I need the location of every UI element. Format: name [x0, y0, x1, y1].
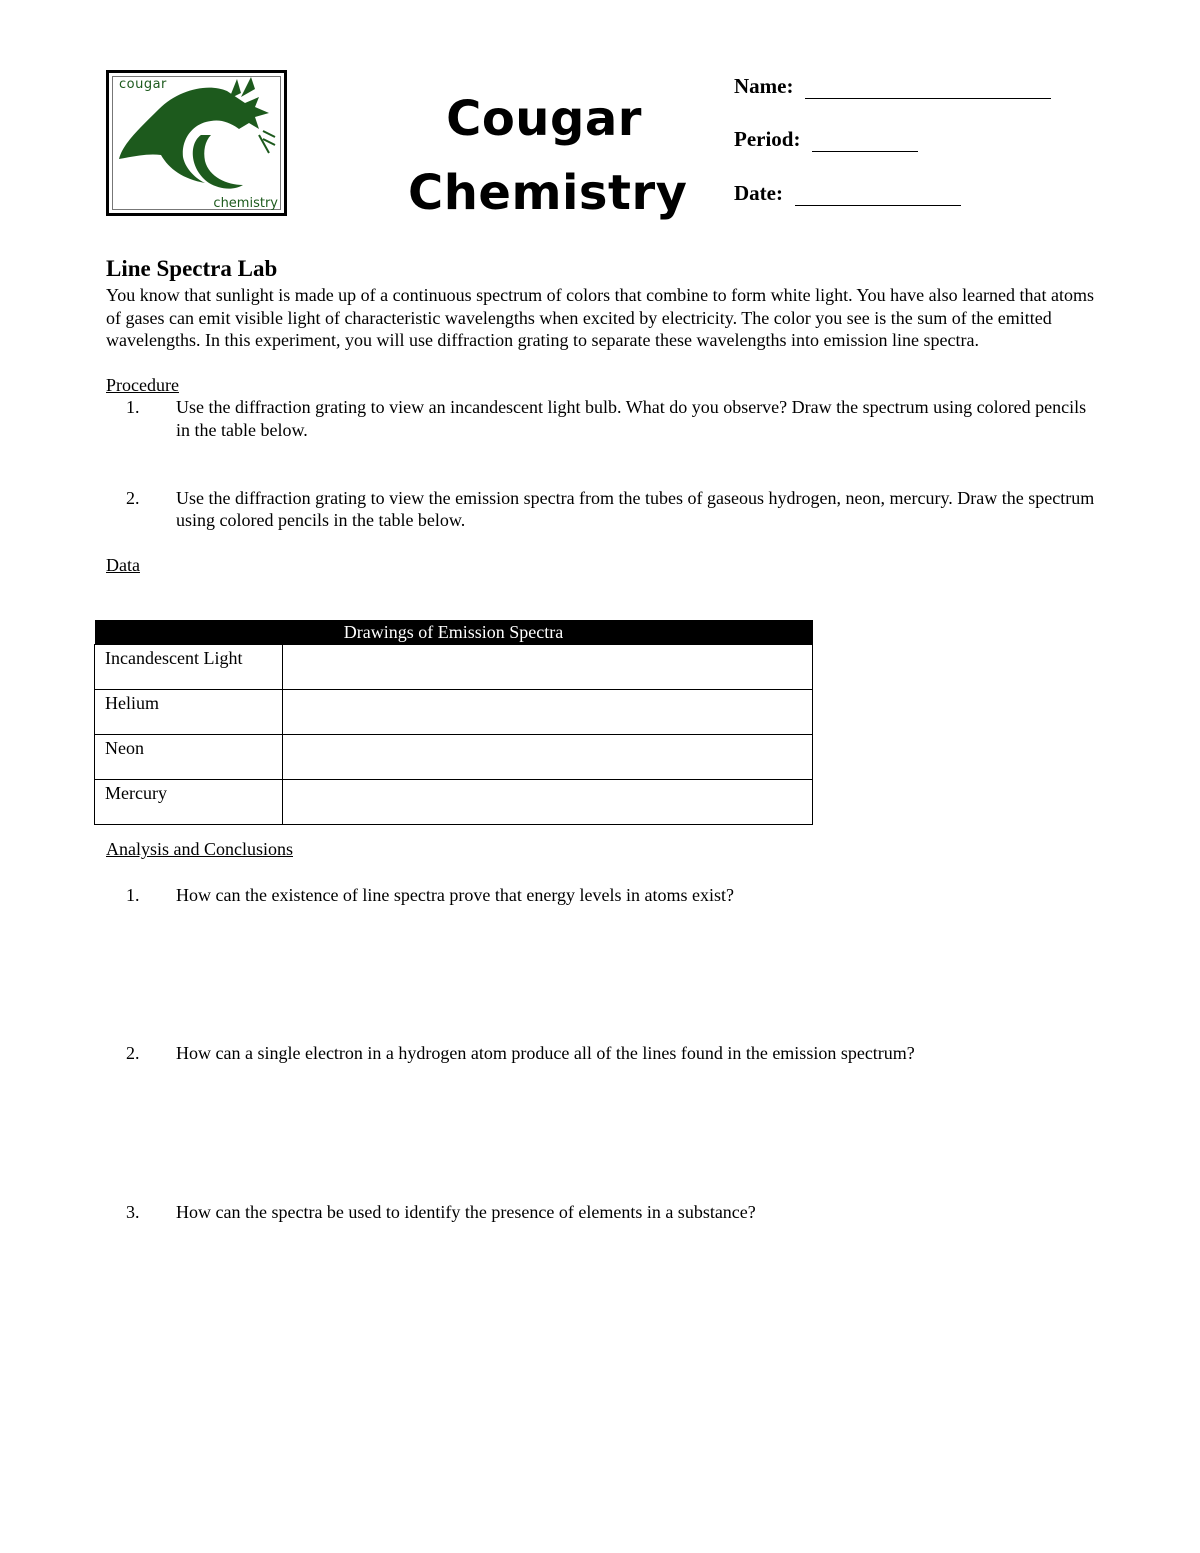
question-text: How can the spectra be used to identify the presence of elements in a substance? [176, 1202, 756, 1222]
drawing-cell[interactable] [283, 735, 813, 780]
logo-word-top: cougar [119, 77, 167, 92]
brand-line-2: Chemistry [408, 165, 688, 221]
drawing-cell[interactable] [283, 780, 813, 825]
question-number: 2. [126, 1043, 140, 1063]
row-label: Incandescent Light [95, 645, 283, 690]
intro-paragraph: You know that sunlight is made up of a continuous spectrum of colors that combine to form white light. You have also learned that atoms of gases can emit visible light of characteristic wavelengths when excited by electricity. The color you see is the sum of the emitted wavelengths. In this experiment, you will use diffraction grating to separate these wavelengths into emission line spectra. [106, 285, 1095, 351]
step-number: 2. [126, 487, 140, 508]
brand-title [408, 82, 688, 230]
procedure-step [106, 487, 1096, 532]
data-heading: Data [106, 554, 140, 575]
drawing-cell[interactable] [283, 690, 813, 735]
procedure-step-text: Use the diffraction grating to view an incandescent light bulb. What do you observe? Draw the spectrum using colored pencils in the table below. [176, 397, 1087, 440]
cougar-logo-icon [109, 73, 284, 213]
name-label: Name: [734, 74, 794, 98]
table-row [95, 690, 813, 735]
period-label: Period: [734, 127, 801, 151]
analysis-question [106, 1042, 1096, 1065]
drawing-cell[interactable] [283, 645, 813, 690]
step-number: 1. [126, 397, 140, 418]
brand-line-1: Cougar [446, 91, 642, 147]
emission-spectra-table [94, 620, 813, 825]
procedure-step-text: Use the diffraction grating to view the emission spectra from the tubes of gaseous hydrogen, neon, mercury. Draw the spectrum using colored pencils in the table below. [176, 487, 1095, 531]
date-blank-line[interactable] [795, 187, 961, 206]
row-label: Helium [95, 690, 283, 735]
table-row [95, 735, 813, 780]
cougar-chemistry-logo [106, 70, 287, 216]
logo-word-bottom: chemistry [213, 196, 278, 211]
procedure-step [106, 396, 1096, 441]
analysis-heading: Analysis and Conclusions [106, 839, 293, 859]
lab-content [106, 254, 1096, 576]
row-label: Neon [95, 735, 283, 780]
name-field [734, 74, 1051, 99]
analysis-question [106, 1201, 1096, 1224]
question-text: How can a single electron in a hydrogen atom produce all of the lines found in the emission spectrum? [176, 1043, 915, 1063]
page-title: Line Spectra Lab [106, 256, 278, 281]
date-label: Date: [734, 181, 783, 205]
table-row [95, 645, 813, 690]
procedure-heading: Procedure [106, 374, 179, 395]
question-text: How can the existence of line spectra prove that energy levels in atoms exist? [176, 885, 734, 905]
row-label: Mercury [95, 780, 283, 825]
date-field [734, 181, 961, 206]
table-row [95, 780, 813, 825]
period-field [734, 127, 918, 152]
procedure-list [106, 396, 1096, 531]
period-blank-line[interactable] [812, 133, 918, 152]
name-blank-line[interactable] [805, 80, 1051, 99]
question-number: 3. [126, 1202, 140, 1222]
table-header: Drawings of Emission Spectra [95, 620, 813, 645]
analysis-question [106, 884, 1096, 907]
question-number: 1. [126, 885, 140, 905]
